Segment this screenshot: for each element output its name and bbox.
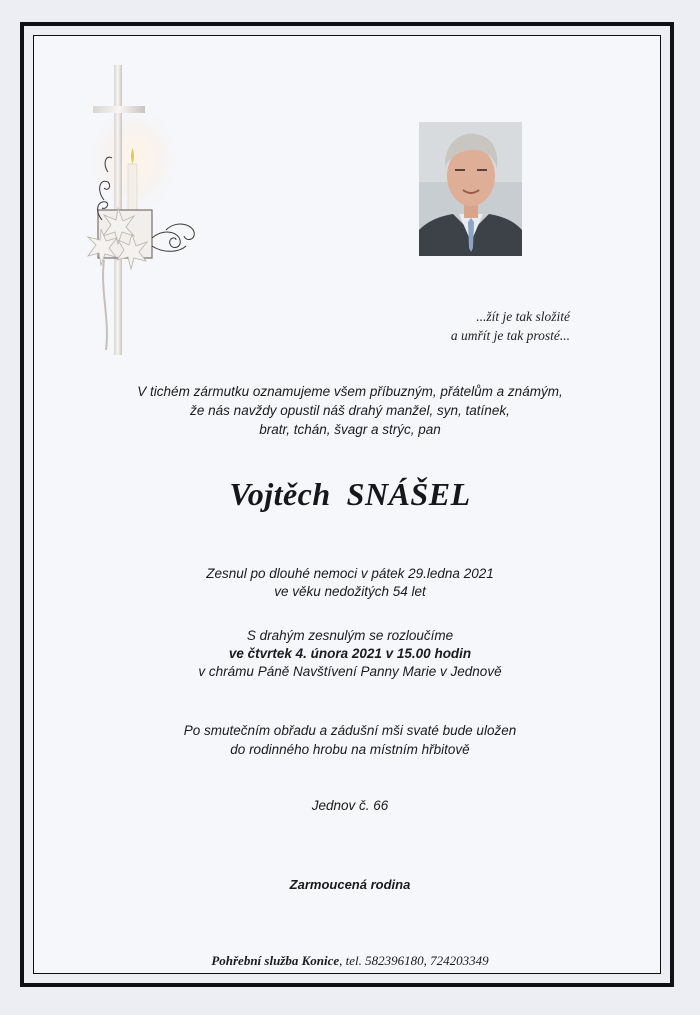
deceased-name: [60, 476, 640, 513]
funeral-service-name: Pohřební služba Konice: [211, 953, 340, 968]
death-line-2: ve věku nedožitých 54 let: [274, 584, 426, 599]
farewell-location: v chrámu Páně Navštívení Panny Marie v Jednově: [198, 664, 502, 679]
ornament-right: [152, 232, 180, 247]
farewell-date-time: ve čtvrtek 4. února 2021 v 15.00 hodin: [228, 646, 472, 661]
burial-line-2: do rodinného hrobu na místním hřbitově: [230, 742, 470, 757]
intro-line-3: bratr, tchán, švagr a strýc, pan: [259, 422, 441, 437]
funeral-service-footer: [100, 953, 600, 969]
quote-line-2: a umřít je tak prosté...: [450, 328, 570, 343]
death-line-1: Zesnul po dlouhé nemoci v pátek 29.ledna 2021: [206, 566, 494, 581]
farewell-line-1: S drahým zesnulým se rozloučíme: [246, 628, 454, 643]
farewell-details: [80, 627, 620, 681]
burial-details: [80, 721, 620, 759]
address: Jednov č. 66: [311, 798, 389, 813]
burial-line-1: Po smutečním obřadu a zádušní mši svaté bude uložen: [183, 723, 517, 738]
surname: SNÁŠEL: [346, 476, 471, 512]
intro-line-1: V tichém zármutku oznamujeme všem příbuzným, přátelům a známým,: [137, 384, 563, 399]
quote-line-1: ...žít je tak složité: [476, 309, 570, 324]
poem-quote: [360, 307, 570, 345]
signature-family: Zarmoucená rodina: [289, 877, 411, 892]
death-details: [80, 565, 620, 601]
announcement-intro: [80, 382, 620, 439]
cross-candle-lily-ornament: [76, 60, 216, 365]
cross-horizontal: [93, 106, 145, 113]
intro-line-2: že nás navždy opustil náš drahý manžel, syn, tatínek,: [190, 403, 510, 418]
first-name: Vojtěch: [229, 476, 331, 512]
funeral-service-contact: , tel. 582396180, 724203349: [339, 953, 489, 968]
portrait-photo: [419, 122, 522, 256]
lily-stem: [103, 260, 107, 350]
